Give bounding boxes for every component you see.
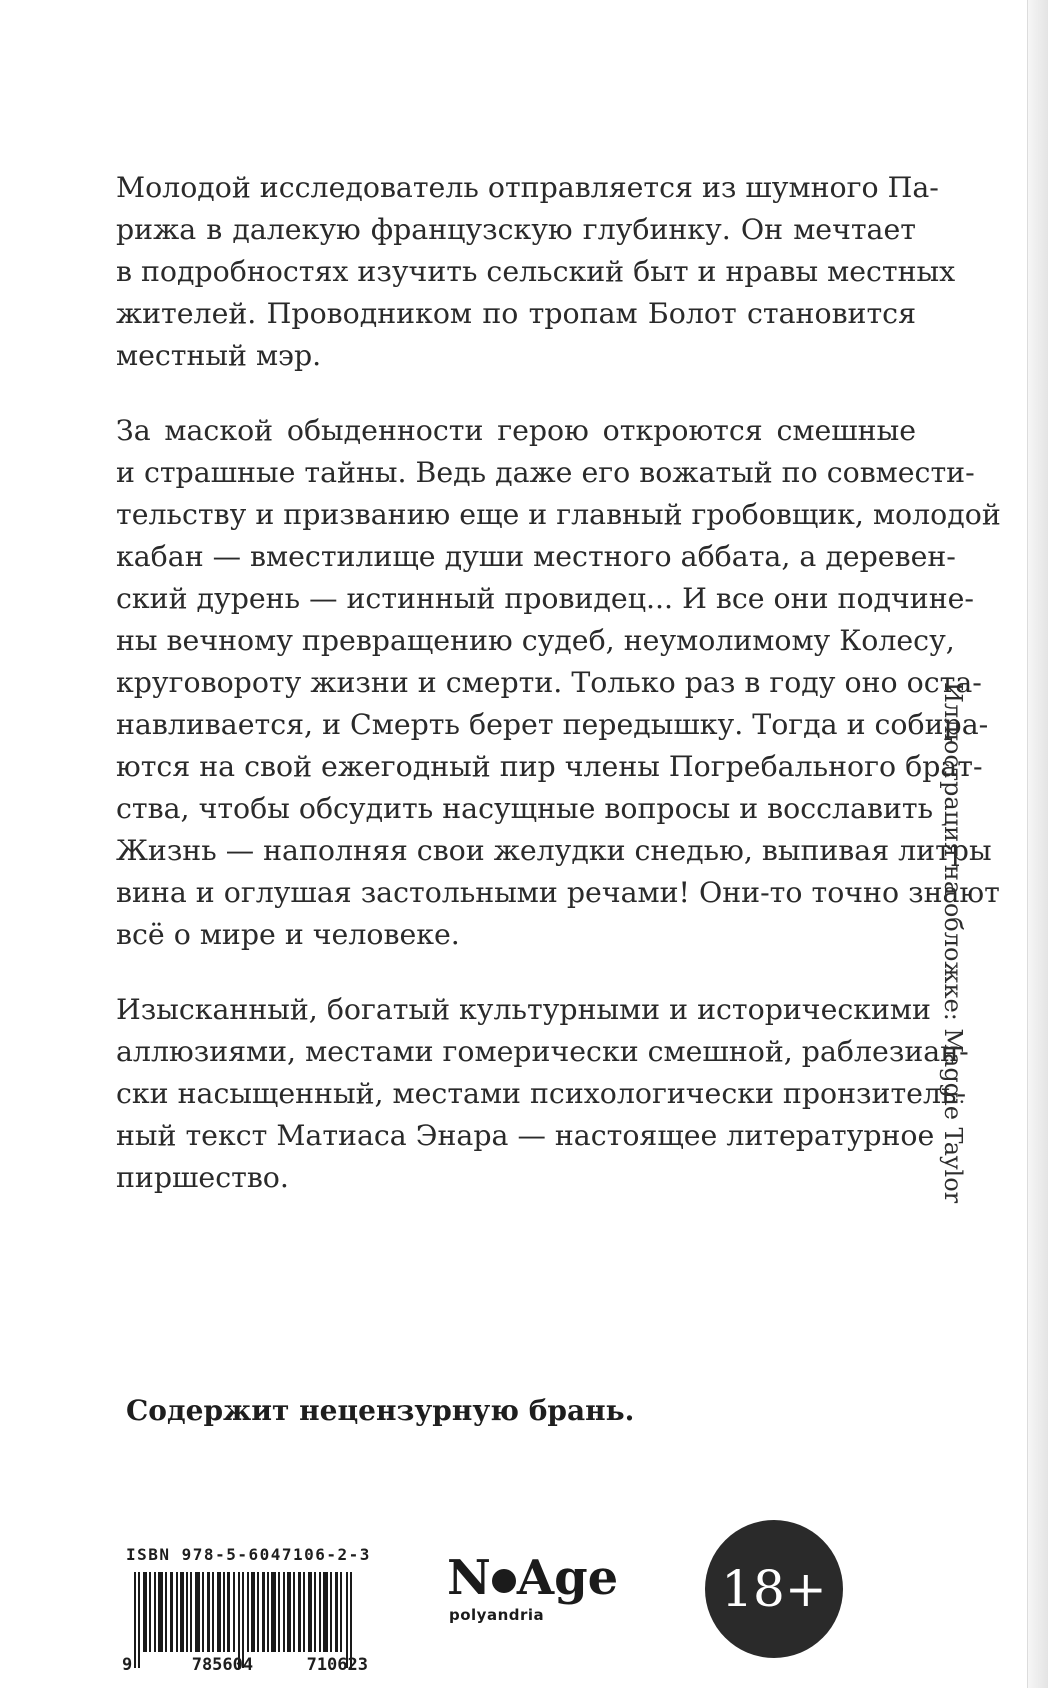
annotation-paragraph-3 bbox=[116, 989, 969, 1199]
text-line: жителей. Проводником по тропам Болот становится bbox=[116, 297, 916, 330]
logo-dot-icon bbox=[492, 1569, 516, 1593]
text-line: тельству и призванию еще и главный гробовщик, молодой bbox=[116, 498, 1001, 531]
text-line: навливается, и Смерть берет передышку. Тогда и собира- bbox=[116, 708, 989, 741]
logo-letter-n: N bbox=[447, 1550, 491, 1606]
noage-logo bbox=[447, 1552, 627, 1604]
text-line: местный мэр. bbox=[116, 339, 322, 372]
text-line: ный текст Матиаса Энара — настоящее литературное bbox=[116, 1119, 935, 1152]
text-line: кабан — вместилище души местного аббата, а деревен- bbox=[116, 540, 956, 573]
annotation-paragraph-1 bbox=[116, 167, 956, 377]
age-rating-badge: 18+ bbox=[705, 1520, 843, 1658]
cover-illustration-credit: Иллюстрация на обложке: Maggie Taylor bbox=[939, 682, 967, 1204]
text-line: аллюзиями, местами гомерически смешной, раблезиан- bbox=[116, 1035, 969, 1068]
barcode-icon bbox=[124, 1572, 364, 1668]
barcode-lead-digit: 9 bbox=[122, 1655, 133, 1675]
barcode-digit-group-1: 785604 bbox=[191, 1655, 254, 1675]
text-line: ны вечному превращению судеб, неумолимому Колесу, bbox=[116, 624, 955, 657]
publisher-logo bbox=[447, 1552, 627, 1632]
text-line: вина и оглушая застольными речами! Они-то точно знают bbox=[116, 876, 1000, 909]
text-line: рижа в далекую французскую глубинку. Он мечтает bbox=[116, 213, 916, 246]
text-line: За маской обыденности герою откроются смешные bbox=[116, 414, 916, 447]
text-line: круговороту жизни и смерти. Только раз в году оно оста- bbox=[116, 666, 982, 699]
text-line: ски насыщенный, местами психологически пронзитель- bbox=[116, 1077, 967, 1110]
text-line: пиршество. bbox=[116, 1161, 289, 1194]
text-line: Молодой исследователь отправляется из шумного Па- bbox=[116, 171, 939, 204]
isbn-label: ISBN 978-5-6047106-2-3 bbox=[126, 1545, 371, 1564]
content-warning: Содержит нецензурную брань. bbox=[126, 1394, 635, 1427]
text-line: и страшные тайны. Ведь даже его вожатый по совмести- bbox=[116, 456, 975, 489]
book-spine-edge bbox=[1027, 0, 1048, 1688]
text-line: ются на свой ежегодный пир члены Погребального брат- bbox=[116, 750, 983, 783]
publisher-imprint-name: polyandria bbox=[449, 1606, 545, 1624]
text-line: всё о мире и человеке. bbox=[116, 918, 460, 951]
text-line: Изысканный, богатый культурными и историческими bbox=[116, 993, 931, 1026]
barcode-digits bbox=[122, 1655, 368, 1675]
text-line: ства, чтобы обсудить насущные вопросы и восславить bbox=[116, 792, 934, 825]
text-line: ский дурень — истинный провидец... И все они подчине- bbox=[116, 582, 975, 615]
logo-word-age: Age bbox=[516, 1550, 619, 1606]
text-line: Жизнь — наполняя свои желудки снедью, выпивая литры bbox=[116, 834, 992, 867]
text-line: в подробностях изучить сельский быт и нравы местных bbox=[116, 255, 956, 288]
barcode-digit-group-2: 710623 bbox=[306, 1655, 368, 1675]
